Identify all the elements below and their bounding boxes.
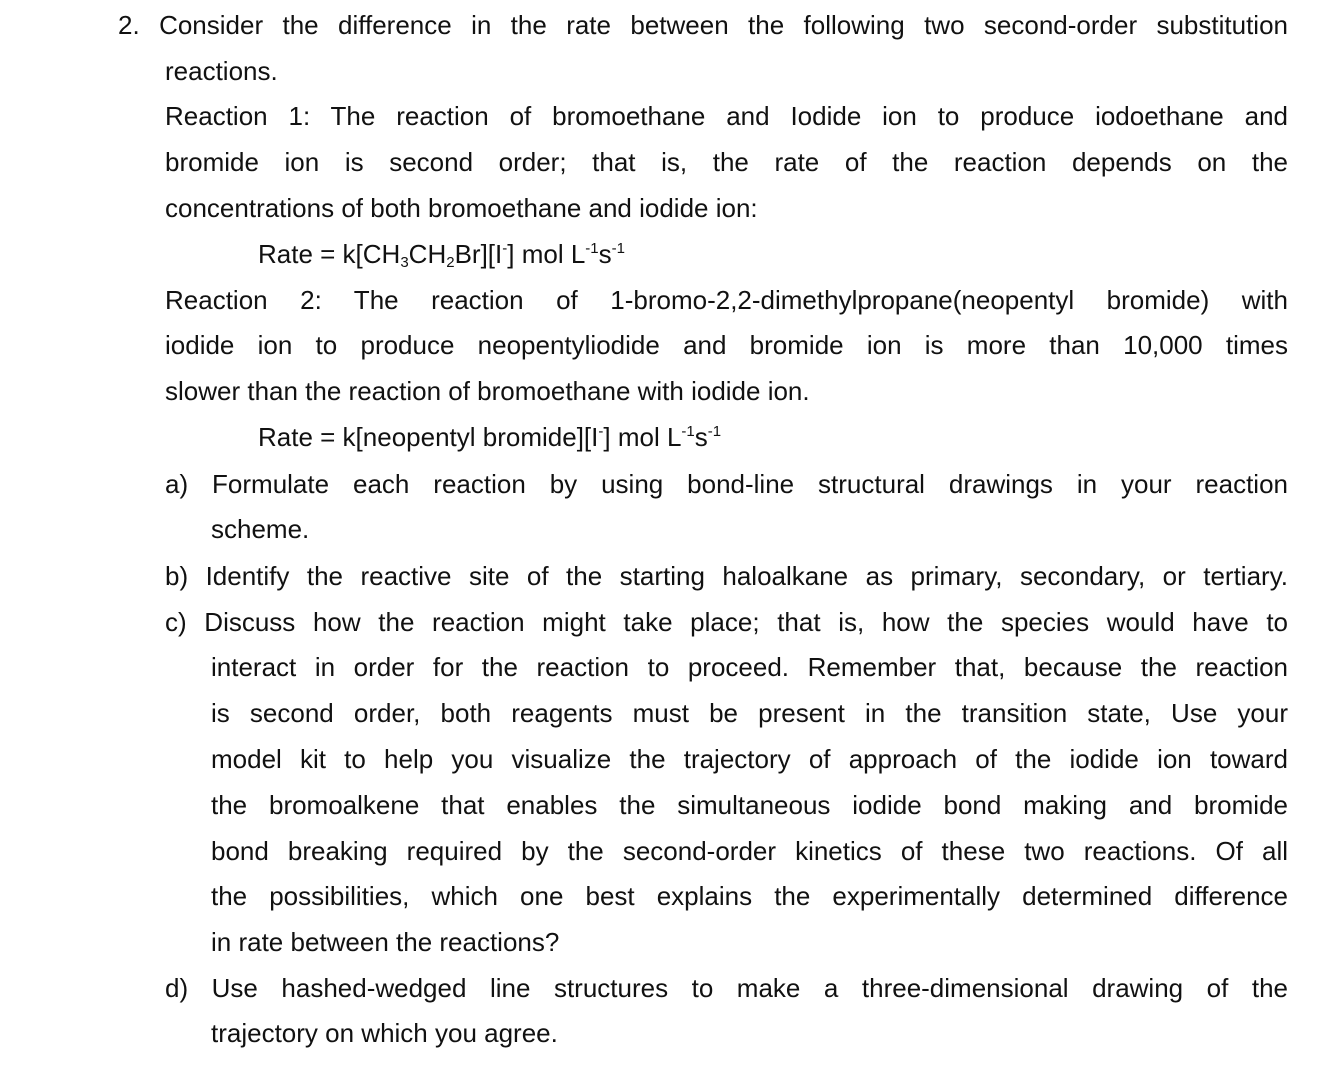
part-c-line-6: bond breaking required by the second-order kinetics of these two reactions. Of all [211,836,1288,866]
reaction1-line-2: bromide ion is second order; that is, the rate of the reaction depends on the [165,147,1288,177]
rate2-l-exponent: -1 [681,423,695,440]
reaction1-rate-equation [258,239,625,269]
part-d-line-2: trajectory on which you agree. [211,1018,558,1048]
part-d-line-1: d) Use hashed-wedged line structures to make a three-dimensional drawing of the [165,973,1288,1003]
reaction1-line-1: Reaction 1: The reaction of bromoethane and Iodide ion to produce iodoethane and [165,101,1288,131]
rate1-prefix: Rate = k[CH [258,239,401,269]
question-number: 2. [118,10,140,40]
rate2-units: ] mol L [603,422,682,452]
rate2-s-exponent: -1 [707,423,722,440]
rate1-sub-3: 3 [400,254,409,271]
part-c-line-8: in rate between the reactions? [211,927,560,957]
rate1-units: ] mol L [507,239,586,269]
rate2-s: s [694,422,708,452]
part-b-line-1: b) Identify the reactive site of the starting haloalkane as primary, secondary, or tertiary. [165,561,1288,591]
rate1-br-i: Br][I [454,239,503,269]
part-c-line-5: the bromoalkene that enables the simultaneous iodide bond making and bromide [211,790,1288,820]
rate1-ch: CH [408,239,447,269]
rate2-prefix: Rate = k[neopentyl bromide][I [258,422,599,452]
rate1-s: s [598,239,612,269]
rate1-sub-2: 2 [446,254,455,271]
reaction1-line-3: concentrations of both bromoethane and iodide ion: [165,193,758,223]
part-c-line-1: c) Discuss how the reaction might take place; that is, how the species would have to [165,607,1288,637]
part-a-line-1: a) Formulate each reaction by using bond-line structural drawings in your reaction [165,469,1288,499]
question-intro-text: Consider the difference in the rate between the following two second-order substitution [159,10,1288,40]
part-c-line-4: model kit to help you visualize the trajectory of approach of the iodide ion toward [211,744,1288,774]
reaction2-rate-equation [258,422,721,452]
question-intro-line-2: reactions. [165,56,278,86]
rate2-iodide-charge: - [598,423,604,440]
reaction2-line-1: Reaction 2: The reaction of 1-bromo-2,2-dimethylpropane(neopentyl bromide) with [165,285,1288,315]
reaction2-line-2: iodide ion to produce neopentyliodide and bromide ion is more than 10,000 times [165,330,1288,360]
reaction2-line-3: slower than the reaction of bromoethane with iodide ion. [165,376,810,406]
part-a-line-2: scheme. [211,514,310,544]
rate1-iodide-charge: - [502,240,508,257]
part-c-line-2: interact in order for the reaction to proceed. Remember that, because the reaction [211,652,1288,682]
rate1-l-exponent: -1 [585,240,599,257]
part-c-line-7: the possibilities, which one best explains the experimentally determined difference [211,881,1288,911]
question-intro-line-1 [118,10,1288,40]
rate1-s-exponent: -1 [611,240,625,257]
part-c-line-3: is second order, both reagents must be present in the transition state, Use your [211,698,1288,728]
